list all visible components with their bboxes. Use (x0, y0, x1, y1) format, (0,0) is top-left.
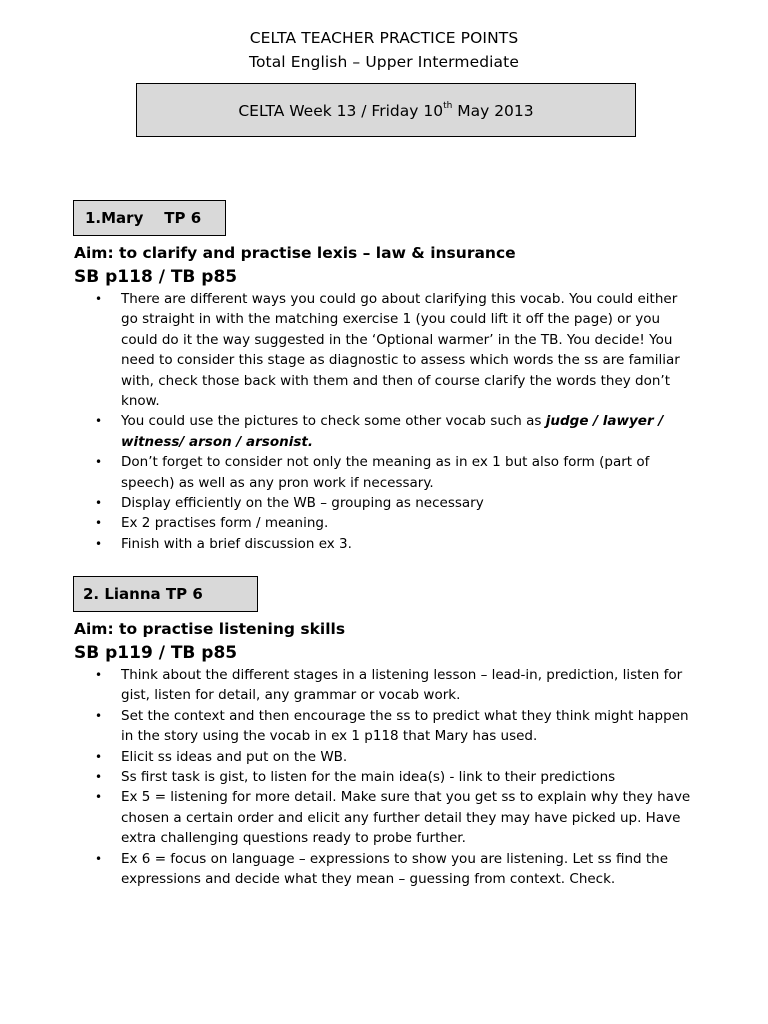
list-item (0, 767, 691, 787)
week-date-month: May 2013 (452, 102, 534, 120)
bullet-icon: • (95, 414, 103, 429)
section-2-trainee-box: 2. Lianna TP 6 (73, 576, 258, 612)
list-item (0, 747, 691, 767)
bullet-icon: • (95, 749, 103, 764)
vocab-emphasis: judge / lawyer / witness/ arson / arsonist (121, 413, 664, 450)
bullet-text: You could use the pictures to check some other vocab such as (121, 413, 546, 430)
document-subtitle: Total English – Upper Intermediate (249, 53, 519, 71)
date-ordinal-suffix: th (443, 101, 453, 111)
list-item (0, 534, 691, 554)
bullet-text: Elicit ss ideas and put on the WB. (121, 748, 348, 765)
document-title: CELTA TEACHER PRACTICE POINTS (249, 29, 519, 47)
bullet-text: Think about the different stages in a listening lesson – lead-in, prediction, listen for gist, listen for detail, any grammar or vocab work. (121, 667, 683, 704)
bullet-text: Don’t forget to consider not only the meaning as in ex 1 but also form (part of speech) as well as any pron work if necessary. (121, 454, 650, 491)
list-item (0, 513, 691, 533)
section-2-pages: SB p119 / TB p85 (74, 643, 238, 663)
bullet-icon: • (95, 668, 103, 682)
section-1-aim: Aim: to clarify and practise lexis – law & insurance (74, 244, 516, 262)
bullet-text: Set the context and then encourage the ss to predict what they think might happen in the story using the vocab in ex 1 p118 that Mary has used. (121, 707, 689, 745)
list-item (0, 411, 691, 452)
bullet-icon: • (95, 292, 103, 306)
section-1-pages: SB p118 / TB p85 (74, 267, 238, 287)
list-item (0, 787, 691, 848)
bullet-icon: • (95, 708, 103, 723)
list-item (0, 665, 691, 706)
section-1-bullet-list (0, 289, 691, 554)
list-item (0, 493, 691, 513)
bullet-text: Ex 2 practises form / meaning. (121, 515, 329, 532)
bullet-icon: • (95, 496, 103, 511)
section-1-trainee-box: 1.Mary TP 6 (73, 200, 226, 236)
list-item (0, 706, 691, 747)
bullet-icon: • (95, 770, 103, 785)
bullet-end: . (307, 433, 313, 450)
bullet-icon: • (95, 790, 103, 805)
week-date-box (136, 83, 636, 137)
bullet-icon: • (95, 536, 103, 551)
bullet-icon: • (95, 851, 103, 866)
list-item (0, 289, 691, 411)
list-item (0, 849, 691, 890)
section-2-aim: Aim: to practise listening skills (74, 620, 346, 638)
bullet-text: There are different ways you could go about clarifying this vocab. You could either go straight in with the matching exercise 1 (you could lift it off the page) or you could do it the way suggested in the ‘Optional warmer’ in the TB. You decide! You need to consider this stage as diagnostic to assess which words the ss are familiar with, check those back with them and then of course clarify the words they don’t know. (121, 291, 680, 410)
bullet-icon: • (95, 516, 103, 531)
bullet-text: Ex 6 = focus on language – expressions to show you are listening. Let ss find the expressions and decide what they mean – guessing from context. Check. (121, 850, 669, 888)
week-date-text: CELTA Week 13 / Friday 10 (238, 102, 444, 120)
list-item (0, 452, 691, 493)
bullet-text: Finish with a brief discussion ex 3. (121, 535, 352, 552)
bullet-text: Ss first task is gist, to listen for the main idea(s) - link to their predictions (121, 769, 616, 786)
bullet-icon: • (95, 455, 103, 470)
bullet-text: Display efficiently on the WB – grouping as necessary (121, 495, 484, 512)
bullet-text: Ex 5 = listening for more detail. Make sure that you get ss to explain why they have chosen a certain order and elicit any further detail they may have picked up. Have extra challenging questions ready to probe further. (121, 789, 691, 847)
section-2-bullet-list (0, 665, 691, 889)
